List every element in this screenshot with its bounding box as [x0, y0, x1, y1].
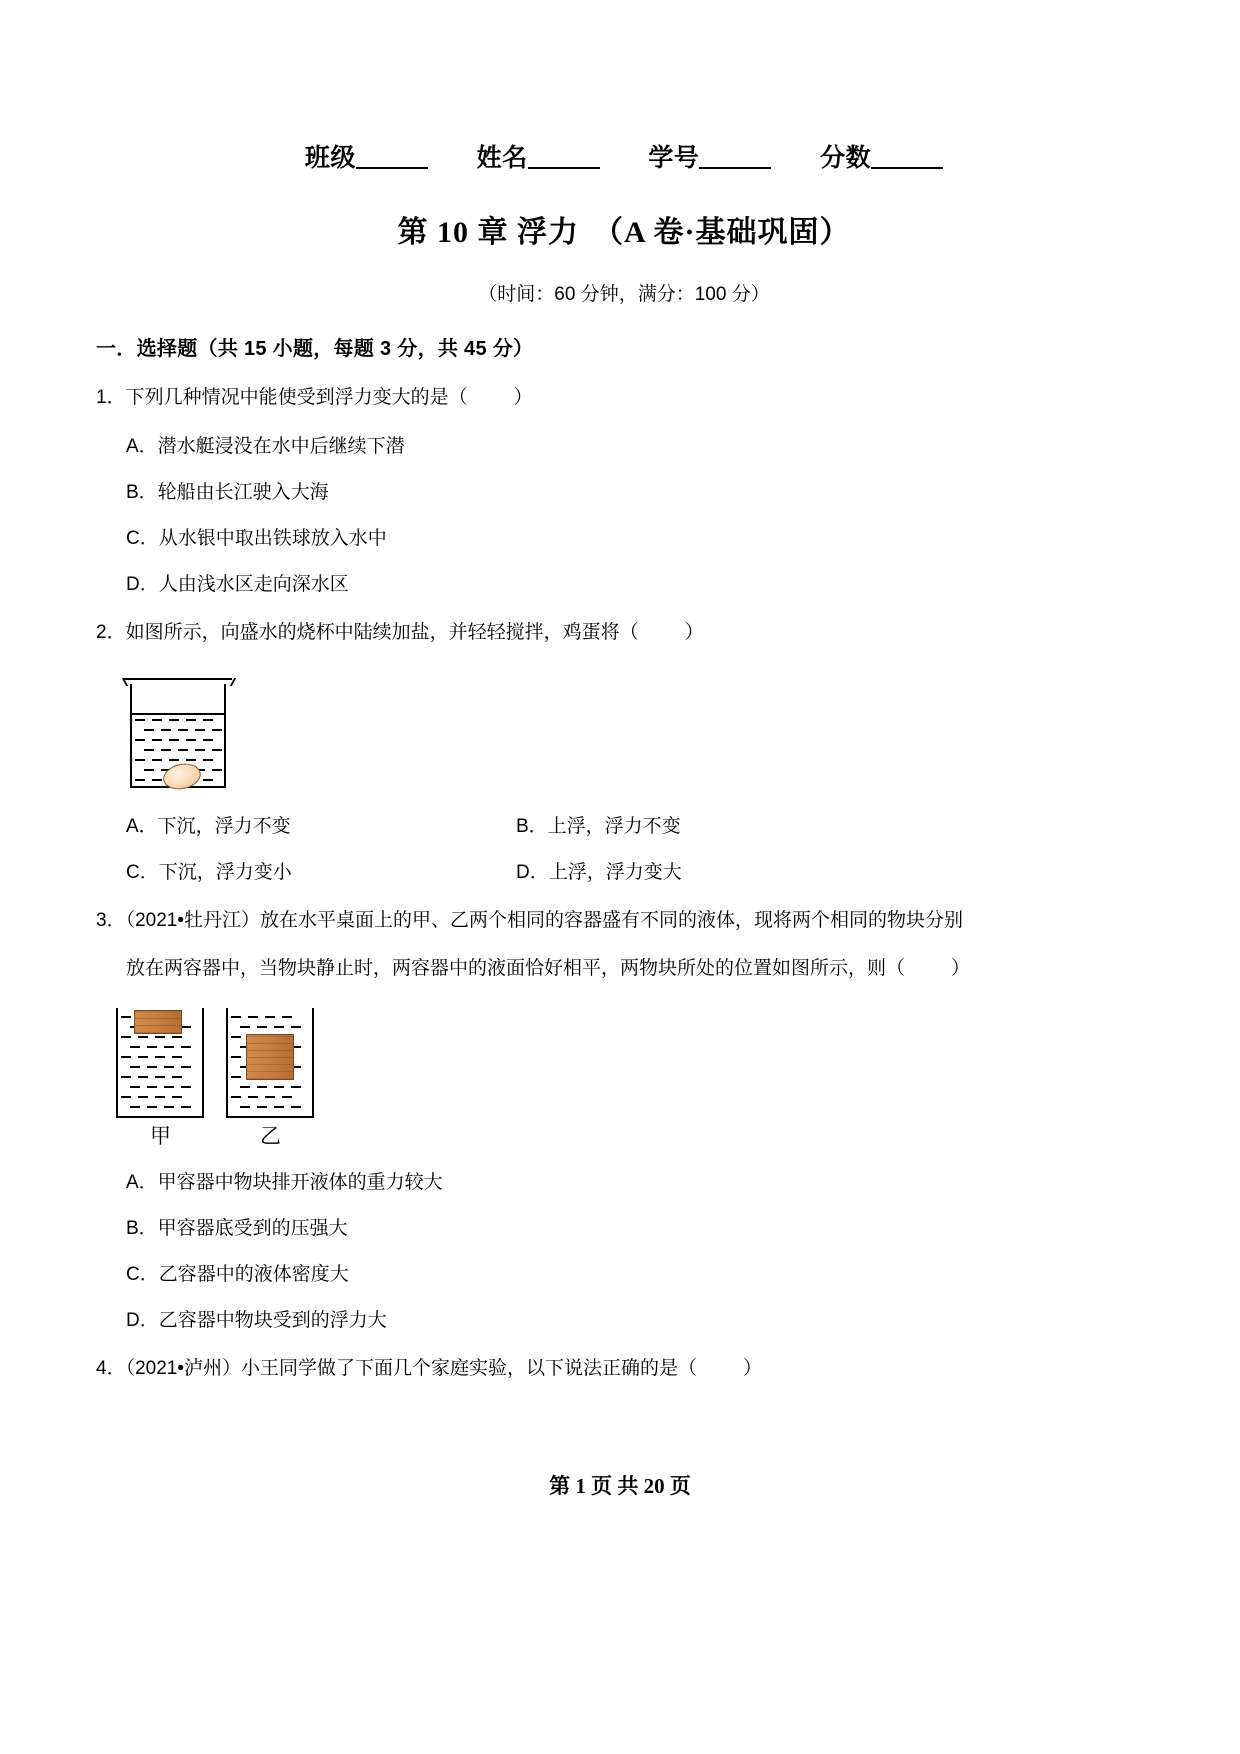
question-3-paren-close: ）	[951, 958, 971, 980]
question-3-option-c[interactable]: C．乙容器中的液体密度大	[126, 1263, 349, 1285]
field-score-label: 分数	[820, 145, 872, 172]
question-4-stem	[96, 1354, 1152, 1383]
field-class-label: 班级	[304, 145, 356, 172]
page-title-chapter: 第 10 章 浮力	[397, 216, 579, 249]
question-3-stem-line-1	[96, 906, 1152, 935]
question-1	[96, 383, 1152, 412]
field-name-blank[interactable]	[528, 167, 600, 169]
field-class	[305, 138, 428, 174]
container-label-jia: 甲	[150, 1124, 171, 1148]
container-label-yi: 乙	[260, 1124, 281, 1148]
question-2-stem	[96, 618, 1152, 647]
question-4-paren-close: ）	[743, 1357, 763, 1379]
question-2-option-a[interactable]: A．下沉，浮力不变	[126, 815, 291, 837]
field-name	[477, 138, 600, 174]
question-1-option-c[interactable]: C．从水银中取出铁球放入水中	[126, 528, 387, 550]
field-class-blank[interactable]	[356, 167, 428, 169]
question-2-options-row-2	[126, 857, 1152, 884]
page-footer: 第 1 页 共 20 页	[549, 1474, 691, 1498]
question-1-option-d[interactable]: D．人由浅水区走向深水区	[126, 574, 349, 596]
question-3-number: 3．	[96, 909, 126, 931]
question-1-option-b[interactable]: B．轮船由长江驶入大海	[126, 482, 329, 504]
field-name-label: 姓名	[476, 145, 528, 172]
question-1-stem	[96, 383, 1152, 412]
question-3-text-2: 放在两容器中，当物块静止时，两容器中的液面恰好相平，两物块所处的位置如图所示，则（	[126, 958, 906, 980]
field-score	[820, 138, 943, 174]
field-score-blank[interactable]	[871, 167, 943, 169]
page-content	[96, 0, 1152, 1383]
page-title-volume: （A 卷·基础巩固）	[592, 216, 851, 249]
field-student-id	[648, 138, 771, 174]
question-2-text: 如图所示，向盛水的烧杯中陆续加盐，并轻轻搅拌，鸡蛋将（	[125, 622, 639, 644]
question-2-option-d[interactable]: D．上浮，浮力变大	[516, 861, 682, 883]
question-2-options-row-1	[126, 811, 1152, 838]
question-3-option-a[interactable]: A．甲容器中物块排开液体的重力较大	[126, 1171, 443, 1193]
question-2-paren-close: ）	[684, 622, 704, 644]
question-4-number: 4．	[96, 1357, 126, 1379]
question-1-option-a[interactable]: A．潜水艇浸没在水中后继续下潜	[126, 436, 405, 458]
container-jia	[116, 1008, 204, 1118]
question-2-option-b[interactable]: B．上浮，浮力不变	[516, 815, 681, 837]
question-4	[96, 1354, 1152, 1383]
question-1-text: 下列几种情况中能使受到浮力变大的是（	[125, 387, 468, 408]
question-3	[96, 906, 1152, 984]
question-1-number: 1．	[96, 387, 126, 408]
question-3-option-b[interactable]: B．甲容器底受到的压强大	[126, 1217, 348, 1239]
submerged-block-yi	[246, 1034, 294, 1080]
question-2	[96, 618, 1152, 647]
section-heading-choice: 一．选择题（共 15 小题，每题 3 分，共 45 分）	[96, 338, 534, 360]
question-2-number: 2．	[96, 622, 126, 644]
container-yi	[226, 1008, 314, 1118]
container-figure-labels	[116, 1120, 356, 1148]
page-title	[96, 207, 1152, 251]
field-student-id-label: 学号	[648, 145, 700, 172]
exam-subtitle: （时间：60 分钟，满分：100 分）	[478, 284, 770, 305]
student-info-line	[96, 138, 1152, 174]
question-1-paren-close: ）	[513, 387, 533, 408]
question-3-option-d[interactable]: D．乙容器中物块受到的浮力大	[126, 1309, 387, 1331]
question-4-text: （2021•泸州）小王同学做了下面几个家庭实验，以下说法正确的是（	[125, 1357, 697, 1379]
question-3-text: （2021•牡丹江）放在水平桌面上的甲、乙两个相同的容器盛有不同的液体，现将两个相同的物块分别	[125, 909, 964, 931]
question-2-option-c[interactable]: C．下沉，浮力变小	[126, 861, 292, 883]
question-3-stem-line-2	[96, 954, 1152, 983]
beaker-with-egg-figure	[116, 670, 246, 792]
floating-block-jia	[134, 1010, 182, 1034]
field-student-id-blank[interactable]	[699, 167, 771, 169]
two-containers-figure	[116, 1008, 356, 1148]
